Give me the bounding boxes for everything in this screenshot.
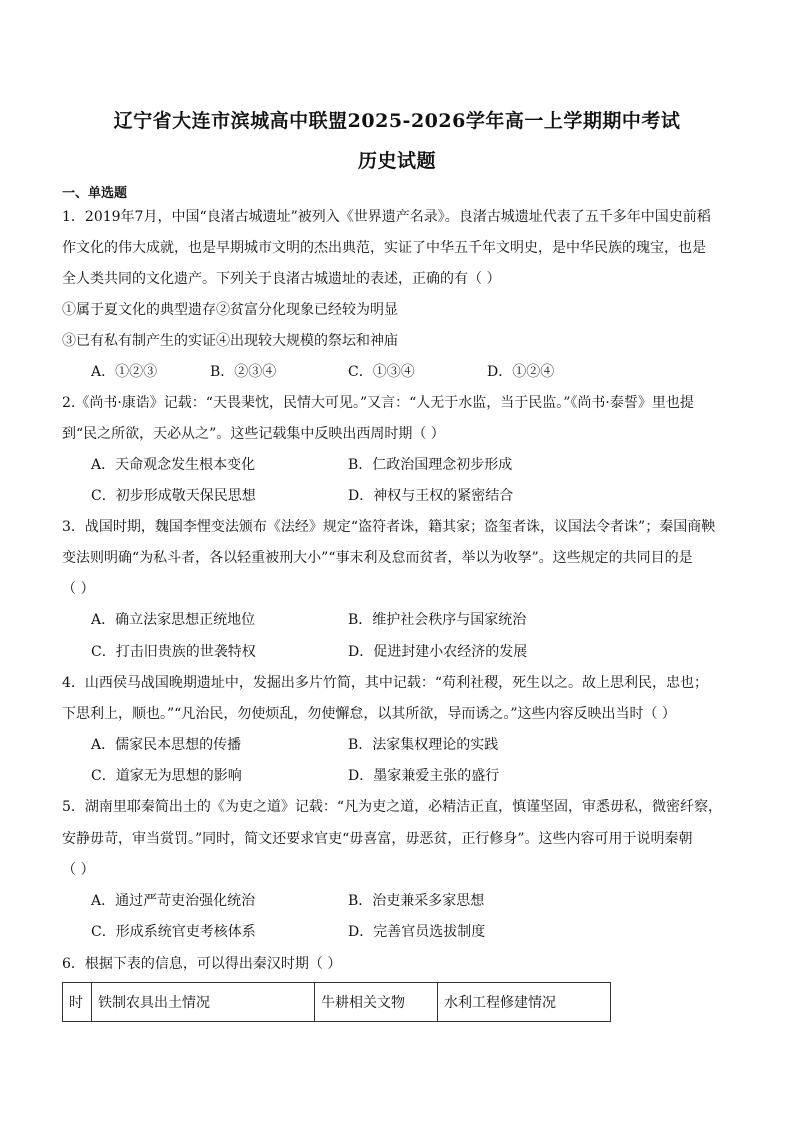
q3-option-b: B．维护社会秩序与国家统治 bbox=[348, 612, 527, 628]
q5-stem-line: 5．湖南里耶秦简出土的《为吏之道》记载：“凡为吏之道，必精洁正直，慎谨坚固，审悉毋私，微密纤察， bbox=[62, 799, 723, 815]
q4-option-b: B．法家集权理论的实践 bbox=[348, 737, 499, 753]
q3-option-a: A．确立法家思想正统地位 bbox=[91, 612, 256, 628]
exam-subject: 历史试题 bbox=[357, 150, 436, 172]
q1-statement-line: ③已有私有制产生的实证④出现较大规模的祭坛和神庙 bbox=[62, 333, 398, 349]
q1-stem-line: 全人类共同的文化遗产。下列关于良渚古城遗址的表述，正确的有（ ） bbox=[62, 271, 501, 287]
q4-stem-line: 4．山西侯马战国晚期遗址中，发掘出多片竹简，其中记载：“苟利社稷，死生以之。故上思利民，忠也； bbox=[62, 675, 709, 691]
exam-title: 辽宁省大连市滨城高中联盟2025-2026学年高一上学期期中考试 bbox=[113, 110, 681, 132]
q1-option-d: D．①②④ bbox=[487, 364, 555, 380]
q2-option-b: B．仁政治国理念初步形成 bbox=[348, 457, 513, 473]
q6-table bbox=[62, 982, 611, 1022]
q1-option-a: A．①②③ bbox=[91, 364, 158, 380]
table-header-row bbox=[63, 983, 611, 1022]
q5-stem-line: 安静毋苛，审当赏罚。”同时，简文还要求官吏“毋喜富，毋恶贫，正行修身”。这些内容可用于说明秦朝 bbox=[62, 831, 693, 847]
q5-option-d: D．完善官员选拔制度 bbox=[348, 924, 486, 940]
section-heading: 一、单选题 bbox=[62, 186, 128, 201]
q4-option-c: C．道家无为思想的影响 bbox=[91, 768, 242, 784]
q4-stem-line: 下思利上，顺也。”“凡治民，勿使烦乱，勿使懈怠，以其所欲，导而诱之。”这些内容反映出当时（ ） bbox=[62, 706, 676, 722]
q1-option-c: C．①③④ bbox=[348, 364, 415, 380]
q2-option-a: A．天命观念发生根本变化 bbox=[91, 457, 256, 473]
q5-stem-line: （ ） bbox=[62, 862, 95, 878]
table-header-cell: 铁制农具出土情况 bbox=[92, 983, 315, 1022]
table-header-cell: 水利工程修建情况 bbox=[438, 983, 611, 1022]
table-header-cell: 时 bbox=[63, 983, 92, 1022]
q4-option-d: D．墨家兼爱主张的盛行 bbox=[348, 768, 500, 784]
q3-stem-line: （ ） bbox=[62, 581, 95, 597]
q5-option-a: A．通过严苛吏治强化统治 bbox=[91, 893, 256, 909]
table-header-cell: 牛耕相关文物 bbox=[315, 983, 438, 1022]
q2-option-d: D．神权与王权的紧密结合 bbox=[348, 488, 514, 504]
q2-stem-line: 2.《尚书·康诰》记载：“天畏棐忱，民情大可见。”又言：“人无于水监，当于民监。”《尚书·泰誓》里也提 bbox=[62, 395, 694, 411]
q2-option-c: C．初步形成敬天保民思想 bbox=[91, 488, 256, 504]
q4-option-a: A．儒家民本思想的传播 bbox=[91, 737, 242, 753]
q1-stem-line: 作文化的伟大成就，也是早期城市文明的杰出典范，实证了中华五千年文明史，是中华民族的瑰宝，也是 bbox=[62, 240, 706, 256]
q3-option-d: D．促进封建小农经济的发展 bbox=[348, 644, 528, 660]
q2-stem-line: 到“民之所欲，天必从之”。这些记载集中反映出西周时期（ ） bbox=[62, 426, 445, 442]
q3-option-c: C．打击旧贵族的世袭特权 bbox=[91, 644, 256, 660]
q5-option-c: C．形成系统官吏考核体系 bbox=[91, 924, 256, 940]
q1-statement-line: ①属于夏文化的典型遗存②贫富分化现象已经较为明显 bbox=[62, 302, 398, 318]
q6-stem-line: 6．根据下表的信息，可以得出秦汉时期（ ） bbox=[62, 956, 342, 972]
q3-stem-line: 变法则明确“为私斗者，各以轻重被刑大小”“事末利及怠而贫者，举以为收孥”。这些规定的共同目的是 bbox=[62, 550, 693, 566]
q5-option-b: B．治吏兼采多家思想 bbox=[348, 893, 485, 909]
q3-stem-line: 3．战国时期，魏国李悝变法颁布《法经》规定“盗符者诛，籍其家；盗玺者诛，议国法令者诛”；秦国商鞅 bbox=[62, 519, 716, 535]
q1-stem-line: 1．2019年7月，中国“良渚古城遗址”被列入《世界遗产名录》。良渚古城遗址代表了五千多年中国史前稻 bbox=[62, 209, 711, 225]
q1-option-b: B．②③④ bbox=[210, 364, 277, 380]
